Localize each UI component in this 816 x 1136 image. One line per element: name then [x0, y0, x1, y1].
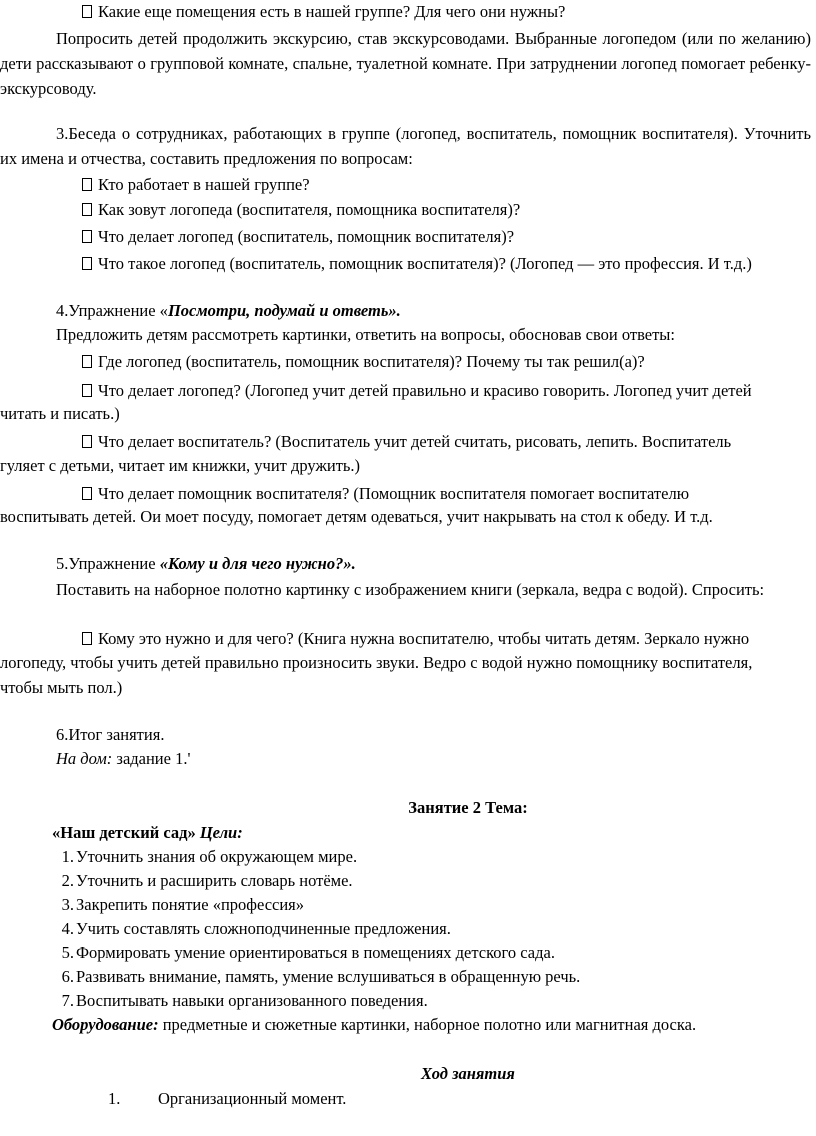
bullet-item: Какие еще помещения есть в нашей группе? Для чего они нужны? — [82, 1, 565, 23]
checkbox-bullet-icon — [82, 203, 92, 216]
checkbox-bullet-icon — [82, 230, 92, 243]
goal-item: 2. Уточнить и расширить словарь нотёме. — [61, 871, 353, 890]
bullet-item: Кто работает в нашей группе? — [82, 174, 310, 196]
checkbox-bullet-icon — [82, 178, 92, 191]
section-5-heading: 5.Упражнение «Кому и для чего нужно?». — [56, 554, 356, 573]
section-4-text: Предложить детям рассмотреть картинки, ответить на вопросы, обосновав свои ответы: — [56, 325, 675, 344]
checkbox-bullet-icon — [82, 435, 92, 448]
bullet-item: Как зовут логопеда (воспитателя, помощника воспитателя)? — [82, 199, 520, 221]
bullet-item: Что такое логопед (воспитатель, помощник воспитателя)? (Логопед — это профессия. И т.д.) — [82, 253, 752, 275]
bullet-item: Что делает воспитатель? (Воспитатель учит детей считать, рисовать, лепить. Воспитатель — [82, 431, 731, 453]
bullet-item: Что делает логопед? (Логопед учит детей правильно и красиво говорить. Логопед учит детей — [82, 380, 752, 402]
checkbox-bullet-icon — [82, 5, 92, 18]
lesson-heading: Занятие 2 Тема: — [408, 798, 528, 817]
course-step: 1. — [108, 1089, 121, 1108]
homework-line: На дом: задание 1.' — [56, 749, 191, 768]
section-3-heading: 3.Беседа о сотрудниках, работающих в группе (логопед, воспитатель, помощник воспитателя). Уточнить их имена и отчества, составить предложения по вопросам: — [0, 124, 811, 168]
goal-item: 5. Формировать умение ориентироваться в помещениях детского сада. — [61, 943, 555, 962]
equipment-line: Оборудование: предметные и сюжетные картинки, наборное полотно или магнитная доска. — [52, 1015, 697, 1034]
bullet-continuation: читать и писать.) — [0, 404, 120, 423]
bullet-item: Кому это нужно и для чего? (Книга нужна воспитателю, чтобы читать детям. Зеркало нужно — [82, 628, 749, 650]
goal-item: 3. Закрепить понятие «профессия» — [61, 895, 305, 914]
course-step-text: Организационный момент. — [158, 1089, 347, 1108]
checkbox-bullet-icon — [82, 487, 92, 500]
bullet-item: Что делает логопед (воспитатель, помощник воспитателя)? — [82, 226, 514, 248]
section-4-heading: 4.Упражнение «Посмотри, подумай и ответь». — [56, 301, 401, 320]
checkbox-bullet-icon — [82, 632, 92, 645]
goal-item: 7. Воспитывать навыки организованного поведения. — [61, 991, 428, 1010]
lesson-theme: «Наш детский сад» Цели: — [52, 823, 243, 842]
goal-item: 1. Уточнить знания об окружающем мире. — [61, 847, 358, 866]
course-title: Ход занятия — [421, 1064, 515, 1083]
checkbox-bullet-icon — [82, 355, 92, 368]
bullet-continuation: чтобы мыть пол.) — [0, 678, 123, 697]
bullet-continuation: логопеду, чтобы учить детей правильно произносить звуки. Ведро с водой нужно помощнику воспитателя, — [0, 653, 753, 672]
section-5-text: Поставить на наборное полотно картинку с изображением книги (зеркала, ведра с водой). Спросить: — [56, 580, 765, 599]
bullet-item: Где логопед (воспитатель, помощник воспитателя)? Почему ты так решил(а)? — [82, 351, 645, 373]
section-6-heading: 6.Итог занятия. — [56, 725, 165, 744]
bullet-continuation: гуляет с детьми, читает им книжки, учит дружить.) — [0, 456, 361, 475]
bullet-item: Что делает помощник воспитателя? (Помощник воспитателя помогает воспитателю — [82, 483, 689, 505]
checkbox-bullet-icon — [82, 257, 92, 270]
goal-item: 4. Учить составлять сложноподчиненные предложения. — [61, 919, 451, 938]
goal-item: 6. Развивать внимание, память, умение вслушиваться в обращенную речь. — [61, 967, 581, 986]
checkbox-bullet-icon — [82, 384, 92, 397]
paragraph-excursion: Попросить детей продолжить экскурсию, став экскурсоводами. Выбранные логопедом (или по желанию) дети рассказывают о групповой комнате, спальне, туалетной комнате. При затруднении логопед помогает ребенку-экскурсоводу. — [0, 29, 811, 98]
bullet-continuation: воспитывать детей. Ои моет посуду, помогает детям одеваться, учит накрывать на стол к обеду. И т.д. — [0, 507, 713, 526]
